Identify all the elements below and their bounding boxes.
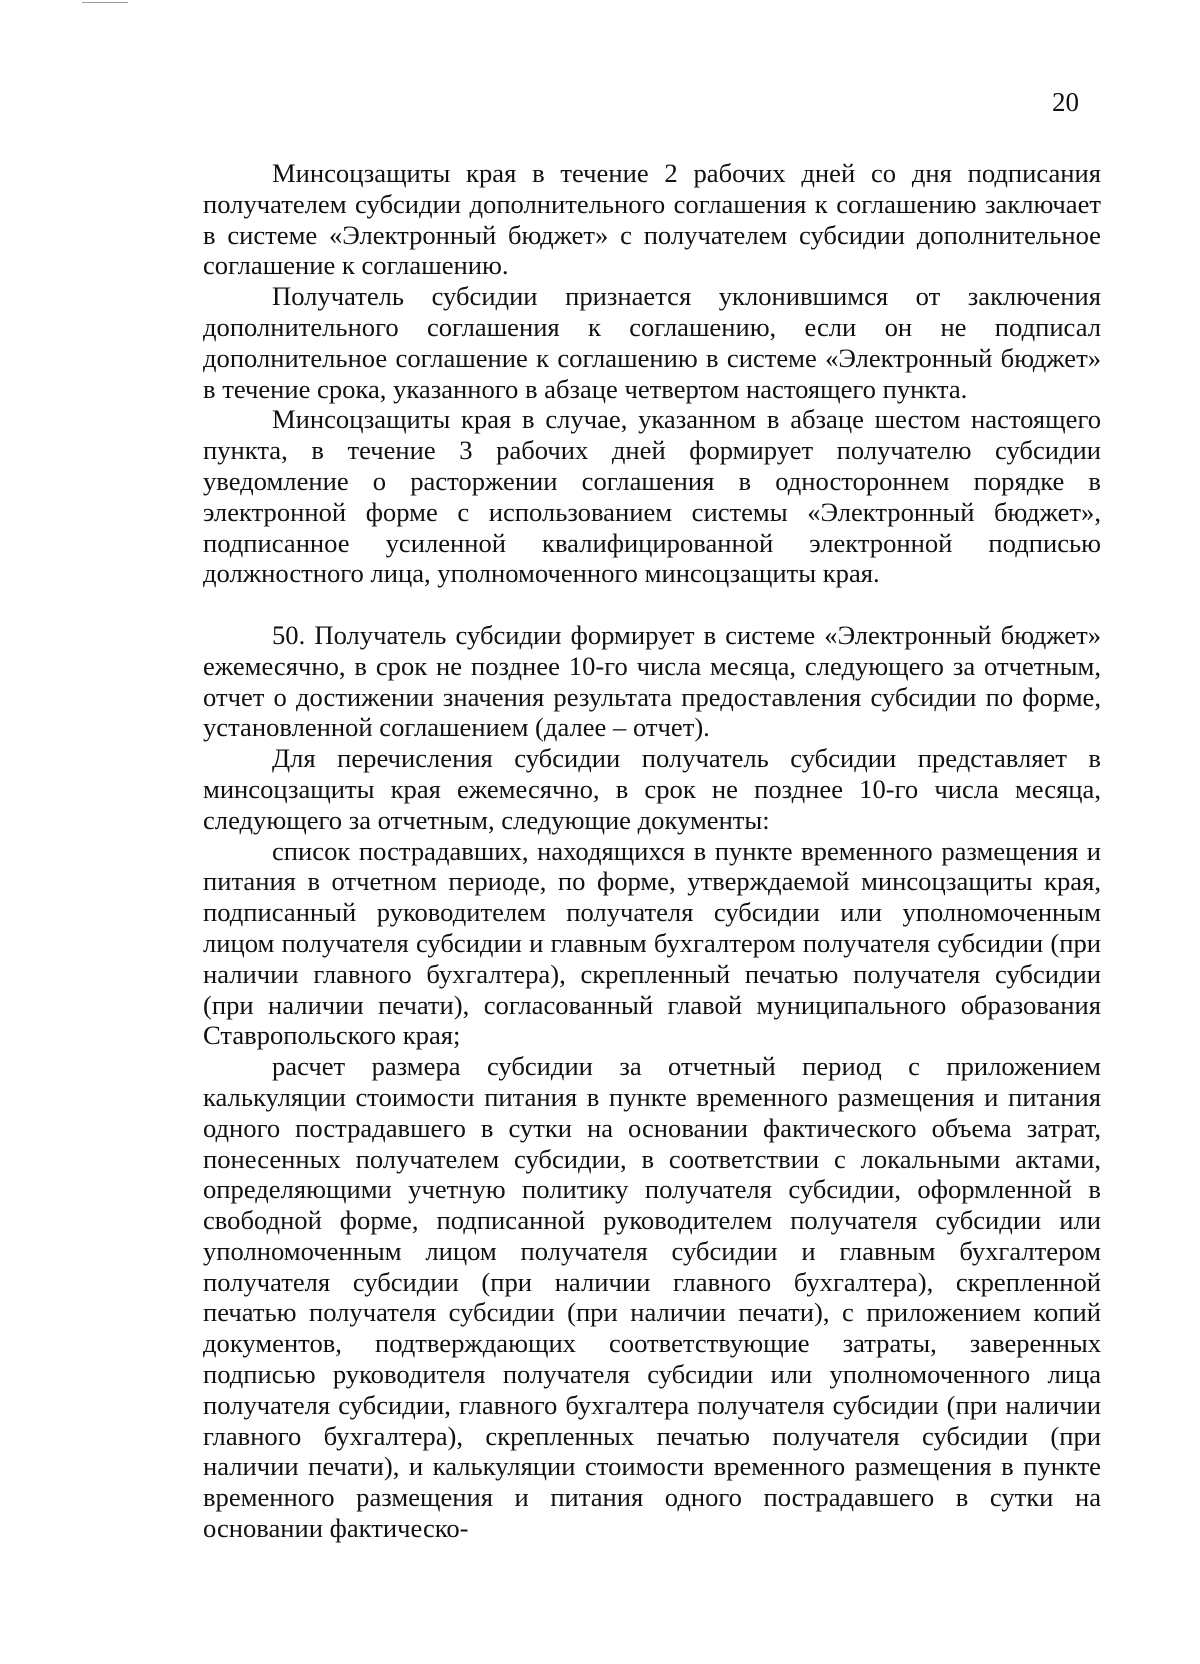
paragraph-item-50: 50. Получатель субсидии формирует в системе «Электронный бюджет» ежемесячно, в срок не позднее 10-го числа месяца, следующего за отчетным, отчет о достижении значения результата предоставления субсидии по форме, установленной соглашением (далее – отчет).: [203, 619, 1101, 743]
paragraph-2: Получатель субсидии признается уклонившимся от заключения дополнительного соглашения к соглашению, если он не подписал дополнительное соглашение к соглашению в системе «Электронный бюджет» в течение срока, указанного в абзаце четвертом настоящего пункта.: [203, 281, 1101, 404]
paragraph-7: расчет размера субсидии за отчетный период с приложением калькуляции стоимости питания в пункте временного размещения и питания одного пострадавшего в сутки на основании фактического объема затрат, понесенных получателем субсидии, в соответствии с локальными актами, определяющими учетную политику получателя субсидии, оформленной в свободной форме, подписанной руководителем получателя субсидии или уполномоченным лицом получателя субсидии и главным бухгалтером получателя субсидии (при наличии главного бухгалтера), скрепленной печатью получателя субсидии (при наличии печати), с приложением копий документов, подтверждающих соответствующие затраты, заверенных подписью руководителя получателя субсидии или уполномоченного лица получателя субсидии, главного бухгалтера получателя субсидии (при наличии главного бухгалтера), скрепленных печатью получателя субсидии (при наличии печати), и калькуляции стоимости временного размещения в пункте временного размещения и питания одного пострадавшего в сутки на основании фактическо-: [203, 1051, 1101, 1544]
paragraph-1: Минсоцзащиты края в течение 2 рабочих дней со дня подписания получателем субсидии дополнительного соглашения к соглашению заключает в системе «Электронный бюджет» с получателем субсидии дополнительное соглашение к соглашению.: [203, 158, 1101, 281]
page-number: 20: [1052, 87, 1079, 117]
paragraph-6: список пострадавших, находящихся в пункте временного размещения и питания в отчетном периоде, по форме, утверждаемой минсоцзащиты края, подписанный руководителем получателя субсидии или уполномоченным лицом получателя субсидии и главным бухгалтером получателя субсидии (при наличии главного бухгалтера), скрепленный печатью получателя субсидии (при наличии печати), согласованный главой муниципального образования Ставропольского края;: [203, 835, 1101, 1051]
paragraph-3: Минсоцзащиты края в случае, указанном в абзаце шестом настоящего пункта, в течение 3 рабочих дней формирует получателю субсидии уведомление о расторжении соглашения в одностороннем порядке в электронной форме с использованием системы «Электронный бюджет», подписанное усиленной квалифицированной электронной подписью должностного лица, уполномоченного минсоцзащиты края.: [203, 404, 1101, 589]
top-rule: [82, 2, 128, 3]
body-text: [203, 158, 1101, 1544]
paragraph-5: Для перечисления субсидии получатель субсидии представляет в минсоцзащиты края ежемесячно, в срок не позднее 10-го числа месяца, следующего за отчетным, следующие документы:: [203, 743, 1101, 835]
